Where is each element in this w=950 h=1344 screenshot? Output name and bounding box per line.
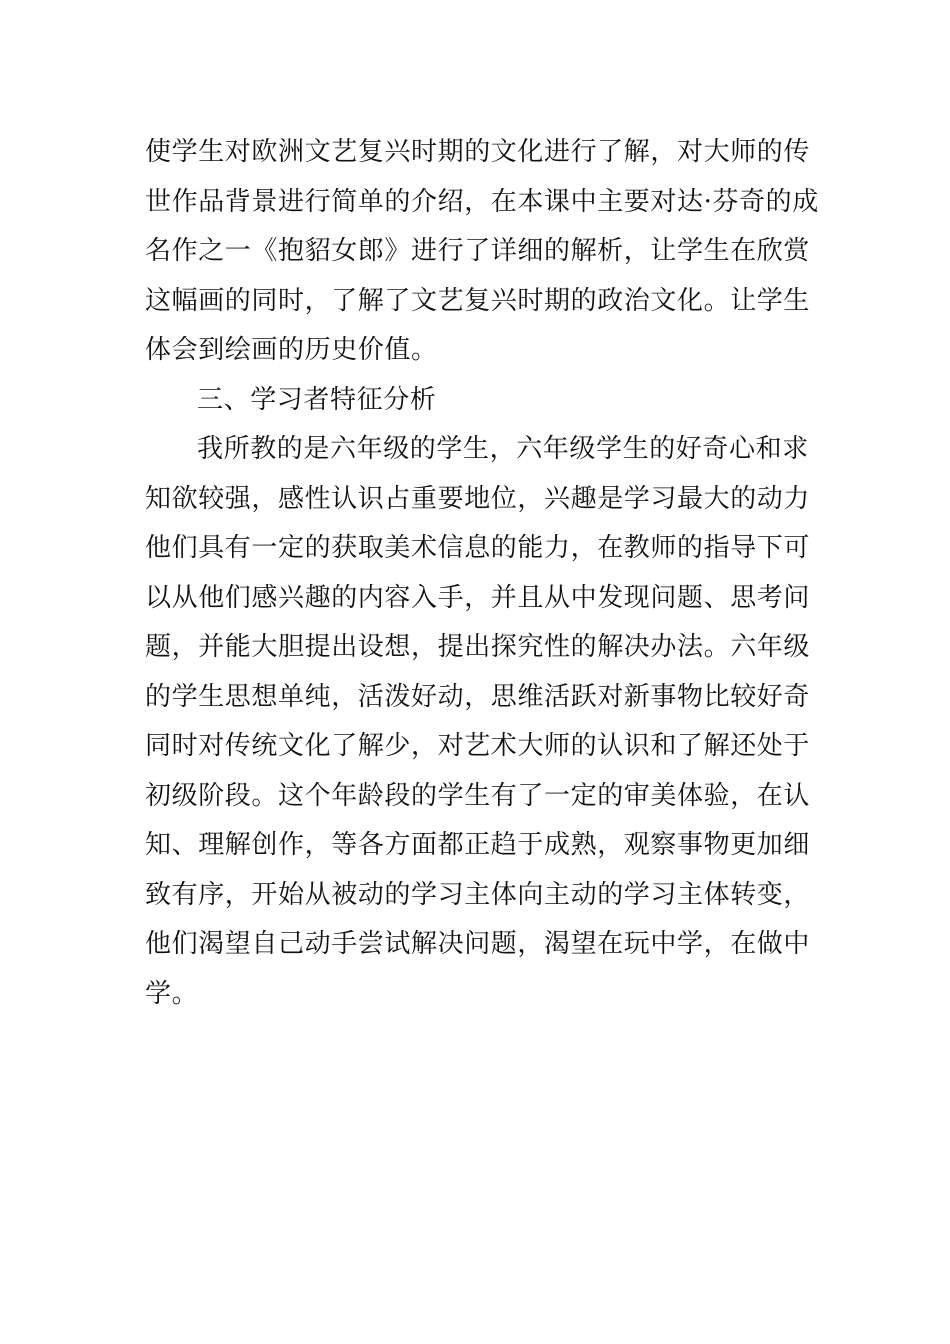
text-line: 体会到绘画的历史价值。	[145, 335, 438, 365]
text-line: 学。	[145, 978, 199, 1009]
text-line: 同时对传统文化了解少，对艺术大师的认识和了解还处于	[145, 731, 811, 761]
text-line: 他们具有一定的获取美术信息的能力，在教师的指导下可	[145, 533, 811, 563]
text-line: 他们渴望自己动手尝试解决问题，渴望在玩中学，在做中	[145, 929, 811, 959]
document-body	[145, 128, 819, 1019]
paragraph-intro	[145, 128, 819, 376]
text-line: 初级阶段。这个年龄段的学生有了一定的审美体验，在认	[145, 780, 811, 811]
text-line: 世作品背景进行简单的介绍，在本课中主要对达·芬奇的成	[145, 186, 819, 217]
text-line: 致有序，开始从被动的学习主体向主动的学习主体转变，	[145, 879, 811, 910]
text-line: 使学生对欧洲文艺复兴时期的文化进行了解，对大师的传	[145, 137, 811, 167]
section-heading: 三、学习者特征分析	[197, 384, 437, 415]
text-line: 知欲较强，感性认识占重要地位，兴趣是学习最大的动力	[145, 483, 811, 514]
text-line: 这幅画的同时，了解了文艺复兴时期的政治文化。让学生	[145, 285, 811, 316]
text-line: 名作之一《抱貂女郎》进行了详细的解析，让学生在欣赏	[145, 236, 811, 266]
text-line: 以从他们感兴趣的内容入手，并且从中发现问题、思考问	[145, 582, 811, 613]
text-line: 的学生思想单纯，活泼好动，思维活跃对新事物比较好奇	[145, 681, 811, 712]
text-line: 知、理解创作，等各方面都正趋于成熟，观察事物更加细	[145, 830, 811, 860]
paragraph-learner-analysis	[145, 425, 810, 1019]
text-line: 我所教的是六年级的学生，六年级学生的好奇心和求	[197, 434, 809, 464]
text-line: 题，并能大胆提出设想，提出探究性的解决办法。六年级	[145, 632, 811, 662]
